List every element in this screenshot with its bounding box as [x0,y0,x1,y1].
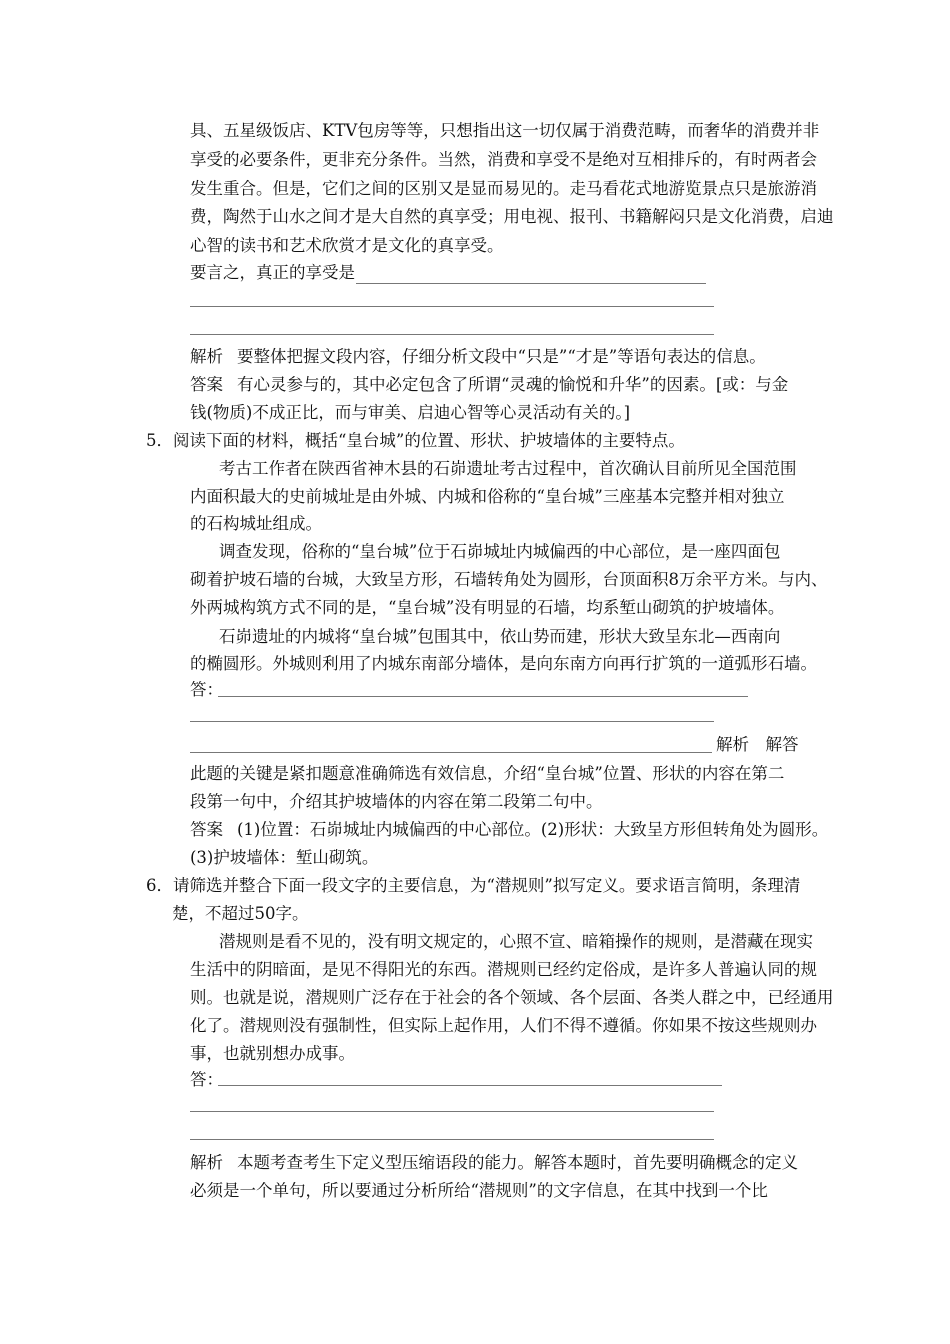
q5-answer-blank-3 [190,752,712,753]
q6-passage-line-1: 潜规则是看不见的，没有明文规定的，心照不宣、暗箱操作的规则，是潜藏在现实 [219,932,813,951]
q4-answer-label: 答案 [190,375,223,394]
q4-answer [190,374,788,396]
q4-answer-line-2: 钱(物质)不成正比，而与审美、启迪心智等心灵活动有关的。] [190,403,631,422]
q4-analysis [190,346,766,368]
q6-answer-blank-3 [190,1139,714,1140]
q4-prompt: 要言之，真正的享受是 [190,263,355,282]
q4-analysis-label: 解析 [190,347,223,366]
q5-answer-line-2: (3)护坡墙体：堑山砌筑。 [190,848,379,867]
q5-answer-blank-1 [218,696,748,697]
q5-para3-line-1: 石峁遗址的内城将“皇台城”包围其中，依山势而建，形状大致呈东北—西南向 [219,627,781,646]
q5-para2-line-2: 砌着护坡石墙的台城，大致呈方形，石墙转角处为圆形，台顶面积8万余平方米。与内、 [190,570,828,589]
q4-passage-line-5: 心智的读书和艺术欣赏才是文化的真享受。 [190,236,504,255]
q5-para1-line-3: 的石构城址组成。 [190,514,322,533]
q5-para1-line-2: 内面积最大的史前城址是由外城、内城和俗称的“皇台城”三座基本完整并相对独立 [190,487,785,506]
q6-answer-prompt: 答： [190,1070,223,1089]
q5-answer-line-1: (1)位置：石峁城址内城偏西的中心部位。(2)形状：大致呈方形但转角处为圆形。 [237,820,829,839]
q5-analysis-inline: 解析 解答 [716,735,799,754]
q4-analysis-text: 要整体把握文段内容，仔细分析文段中“只是”“才是”等语句表达的信息。 [237,347,766,366]
q5-question: 5．阅读下面的材料，概括“皇台城”的位置、形状、护坡墙体的主要特点。 [146,431,685,450]
q5-analysis-line-1: 此题的关键是紧扣题意准确筛选有效信息，介绍“皇台城”位置、形状的内容在第二 [190,764,785,783]
q5-para1-line-1: 考古工作者在陕西省神木县的石峁遗址考古过程中，首次确认目前所见全国范围 [219,459,797,478]
q6-answer-blank-1 [218,1085,722,1086]
q6-analysis-label: 解析 [190,1153,223,1172]
q5-answer-blank-2 [190,721,714,722]
q6-question-line-1: 6．请筛选并整合下面一段文字的主要信息，为“潜规则”拟写定义。要求语言简明，条理清 [146,876,801,895]
q5-para3-line-2: 的椭圆形。外城则利用了内城东南部分墙体，是向东南方向再行扩筑的一道弧形石墙。 [190,654,817,673]
q6-answer-blank-2 [190,1111,714,1112]
q4-answer-blank-1 [356,283,706,284]
q4-passage-line-3: 发生重合。但是，它们之间的区别又是显而易见的。走马看花式地游览景点只是旅游消 [190,179,817,198]
q5-answer-label: 答案 [190,820,223,839]
q4-passage-line-4: 费，陶然于山水之间才是大自然的真享受；用电视、报刊、书籍解闷只是文化消费，启迪 [190,207,834,226]
q5-analysis-line-2: 段第一句中，介绍其护坡墙体的内容在第二段第二句中。 [190,792,603,811]
q6-passage-line-2: 生活中的阴暗面，是见不得阳光的东西。潜规则已经约定俗成，是许多人普遍认同的规 [190,960,817,979]
q6-passage-line-3: 则。也就是说，潜规则广泛存在于社会的各个领域、各个层面、各类人群之中，已经通用 [190,988,834,1007]
q6-passage-line-4: 化了。潜规则没有强制性，但实际上起作用，人们不得不遵循。你如果不按这些规则办 [190,1016,817,1035]
q4-passage-line-1: 具、五星级饭店、KTV包房等等，只想指出这一切仅属于消费范畴，而奢华的消费并非 [190,121,820,140]
q5-para2-line-1: 调查发现，俗称的“皇台城”位于石峁城址内城偏西的中心部位，是一座四面包 [219,542,781,561]
q5-answer [190,819,828,841]
q5-para2-line-3: 外两城构筑方式不同的是，“皇台城”没有明显的石墙，均系堑山砌筑的护坡墙体。 [190,598,785,617]
q6-analysis [190,1152,798,1174]
q4-answer-line-1: 有心灵参与的，其中必定包含了所谓“灵魂的愉悦和升华”的因素。[或：与金 [237,375,789,394]
q6-passage-line-5: 事，也就别想办成事。 [190,1044,355,1063]
q4-answer-blank-3 [190,334,714,335]
q6-question-line-2: 楚，不超过50字。 [172,904,309,923]
q6-analysis-line-1: 本题考查考生下定义型压缩语段的能力。解答本题时，首先要明确概念的定义 [237,1153,798,1172]
q5-answer-prompt: 答： [190,680,223,699]
q4-passage-line-2: 享受的必要条件，更非充分条件。当然，消费和享受不是绝对互相排斥的，有时两者会 [190,150,817,169]
q6-analysis-line-2: 必须是一个单句，所以要通过分析所给“潜规则”的文字信息，在其中找到一个比 [190,1181,768,1200]
q4-answer-blank-2 [190,306,714,307]
